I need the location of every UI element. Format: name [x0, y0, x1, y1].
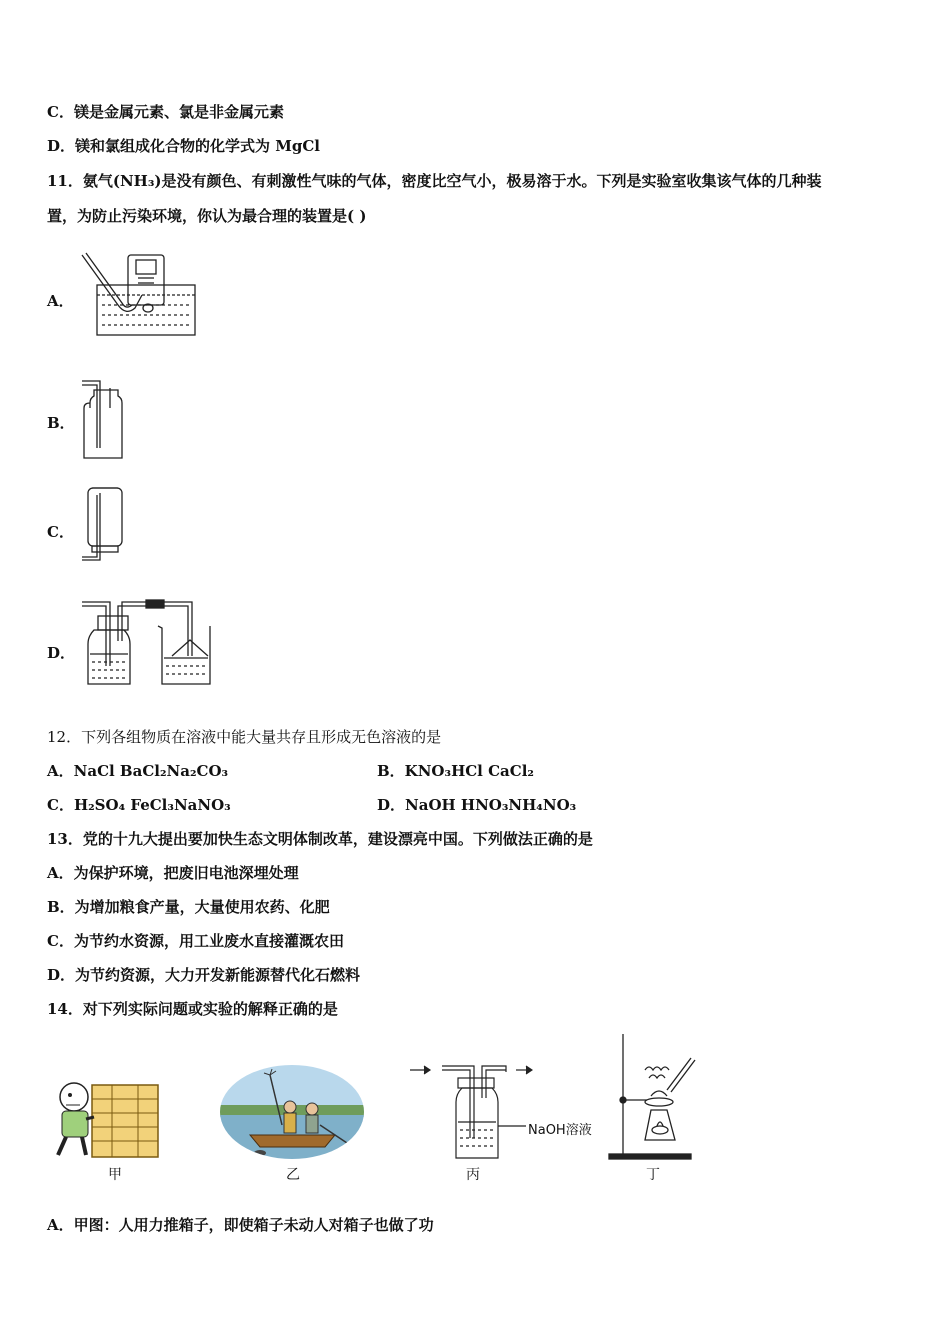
q14-fig-yi-boat-scene-icon [220, 1065, 365, 1160]
q14-fig-bing-gas-washing-bottle-icon [408, 1058, 533, 1163]
q12-option-b: B．KNO₃HCl CaCl₂ [377, 762, 534, 780]
q11-apparatus-d-gas-washing-bottle-icon [80, 596, 220, 691]
q12-option-d: D．NaOH HNO₃NH₄NO₃ [377, 796, 577, 814]
q11-stem-line2: 置，为防止污染环境，你认为最合理的装置是( ) [47, 207, 367, 225]
q14-fig-ding-heating-apparatus-icon [605, 1030, 700, 1162]
q11-stem-line1: 11．氨气(NH₃)是没有颜色、有刺激性气味的气体，密度比空气小，极易溶于水。下列是实验室收集该气体的几种装 [47, 172, 822, 190]
q14-option-a: A．甲图：人用力推箱子，即使箱子未动人对箱子也做了功 [47, 1216, 434, 1234]
q14-caption-yi: 乙 [286, 1167, 300, 1183]
q10-option-d: D．镁和氯组成化合物的化学式为 MgCl [47, 137, 320, 155]
q11-label-c: C． [47, 523, 74, 541]
q12-option-c: C．H₂SO₄ FeCl₃NaNO₃ [47, 796, 231, 814]
q12-stem: 12．下列各组物质在溶液中能大量共存且形成无色溶液的是 [47, 728, 442, 746]
q14-stem: 14．对下列实际问题或实验的解释正确的是 [47, 1000, 338, 1018]
q14-fig-jia-pushing-box-icon [52, 1075, 164, 1160]
q11-label-a: A． [47, 292, 74, 310]
q10-option-c: C．镁是金属元素、氯是非金属元素 [47, 103, 284, 121]
q13-stem: 13．党的十九大提出要加快生态文明体制改革，建设漂亮中国。下列做法正确的是 [47, 830, 593, 848]
q12-option-a: A．NaCl BaCl₂Na₂CO₃ [47, 762, 229, 780]
q14-caption-jia: 甲 [108, 1167, 122, 1183]
q14-caption-bing: 丙 [466, 1167, 480, 1183]
q11-label-d: D． [47, 644, 76, 662]
q13-option-c: C．为节约水资源，用工业废水直接灌溉农田 [47, 932, 344, 950]
q11-apparatus-b-upward-bottle-icon [80, 378, 130, 463]
q13-option-a: A．为保护环境，把废旧电池深埋处理 [47, 864, 299, 882]
q11-apparatus-c-inverted-bottle-icon [80, 485, 130, 570]
q11-label-b: B． [47, 414, 75, 432]
q14-naoh-label: NaOH溶液 [528, 1123, 592, 1138]
q14-caption-ding: 丁 [646, 1167, 660, 1183]
q13-option-b: B．为增加粮食产量，大量使用农药、化肥 [47, 898, 330, 916]
q11-apparatus-a-water-trough-icon [80, 250, 200, 340]
q13-option-d: D．为节约资源，大力开发新能源替代化石燃料 [47, 966, 361, 984]
